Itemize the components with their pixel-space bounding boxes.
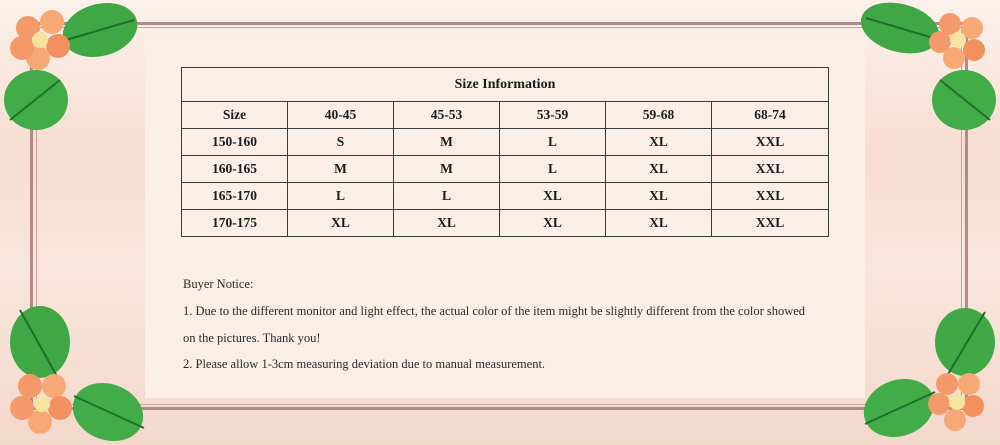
table-row — [182, 129, 829, 156]
bottom-right-decoration — [855, 300, 1000, 445]
flower-icon — [928, 373, 984, 431]
table-cell: XL — [394, 210, 500, 237]
table-cell: 170-175 — [182, 210, 288, 237]
leaf-icon — [932, 70, 996, 130]
table-cell: 150-160 — [182, 129, 288, 156]
table-cell: XL — [500, 210, 606, 237]
table-cell: L — [288, 183, 394, 210]
top-right-decoration — [860, 0, 1000, 140]
notice-heading: Buyer Notice: — [183, 277, 254, 291]
header-cell: 40-45 — [288, 102, 394, 129]
table-cell: XL — [500, 183, 606, 210]
table-cell: L — [500, 129, 606, 156]
flower-icon — [10, 10, 70, 70]
notice-line-2: on the pictures. Thank you! — [183, 331, 321, 345]
leaf-icon — [4, 70, 68, 130]
top-left-decoration — [0, 0, 140, 140]
table-header-row — [182, 102, 829, 129]
leaf-icon — [935, 308, 995, 376]
table-cell: XXL — [712, 129, 829, 156]
leaf-icon — [10, 306, 70, 378]
table-cell: XXL — [712, 183, 829, 210]
flower-icon — [10, 374, 72, 434]
leaf-icon — [860, 0, 945, 62]
table-cell: L — [394, 183, 500, 210]
table-row — [182, 156, 829, 183]
table-title: Size Information — [182, 68, 829, 102]
header-cell: Size — [182, 102, 288, 129]
table-cell: 160-165 — [182, 156, 288, 183]
notice-line-1: 1. Due to the different monitor and light effect, the actual color of the item might be slightly different from the color showed — [183, 304, 806, 318]
table-cell: XXL — [712, 156, 829, 183]
bottom-left-decoration — [0, 300, 150, 445]
table-row — [182, 183, 829, 210]
table-cell: XXL — [712, 210, 829, 237]
table-cell: XL — [606, 210, 712, 237]
header-cell: 59-68 — [606, 102, 712, 129]
table-cell: L — [500, 156, 606, 183]
table-cell: S — [288, 129, 394, 156]
table-cell: M — [288, 156, 394, 183]
header-cell: 53-59 — [500, 102, 606, 129]
table-row — [182, 210, 829, 237]
flower-icon — [929, 13, 985, 69]
header-cell: 68-74 — [712, 102, 829, 129]
table-cell: XL — [606, 183, 712, 210]
header-cell: 45-53 — [394, 102, 500, 129]
leaf-icon — [57, 0, 140, 65]
table-cell: XL — [606, 156, 712, 183]
notice-line-3: 2. Please allow 1-3cm measuring deviation due to manual measurement. — [183, 357, 546, 371]
table-cell: XL — [606, 129, 712, 156]
leaf-icon — [65, 373, 150, 445]
table-cell: M — [394, 156, 500, 183]
size-table — [181, 67, 829, 237]
table-cell: M — [394, 129, 500, 156]
table-cell: XL — [288, 210, 394, 237]
table-cell: 165-170 — [182, 183, 288, 210]
table-title-row — [182, 68, 829, 102]
